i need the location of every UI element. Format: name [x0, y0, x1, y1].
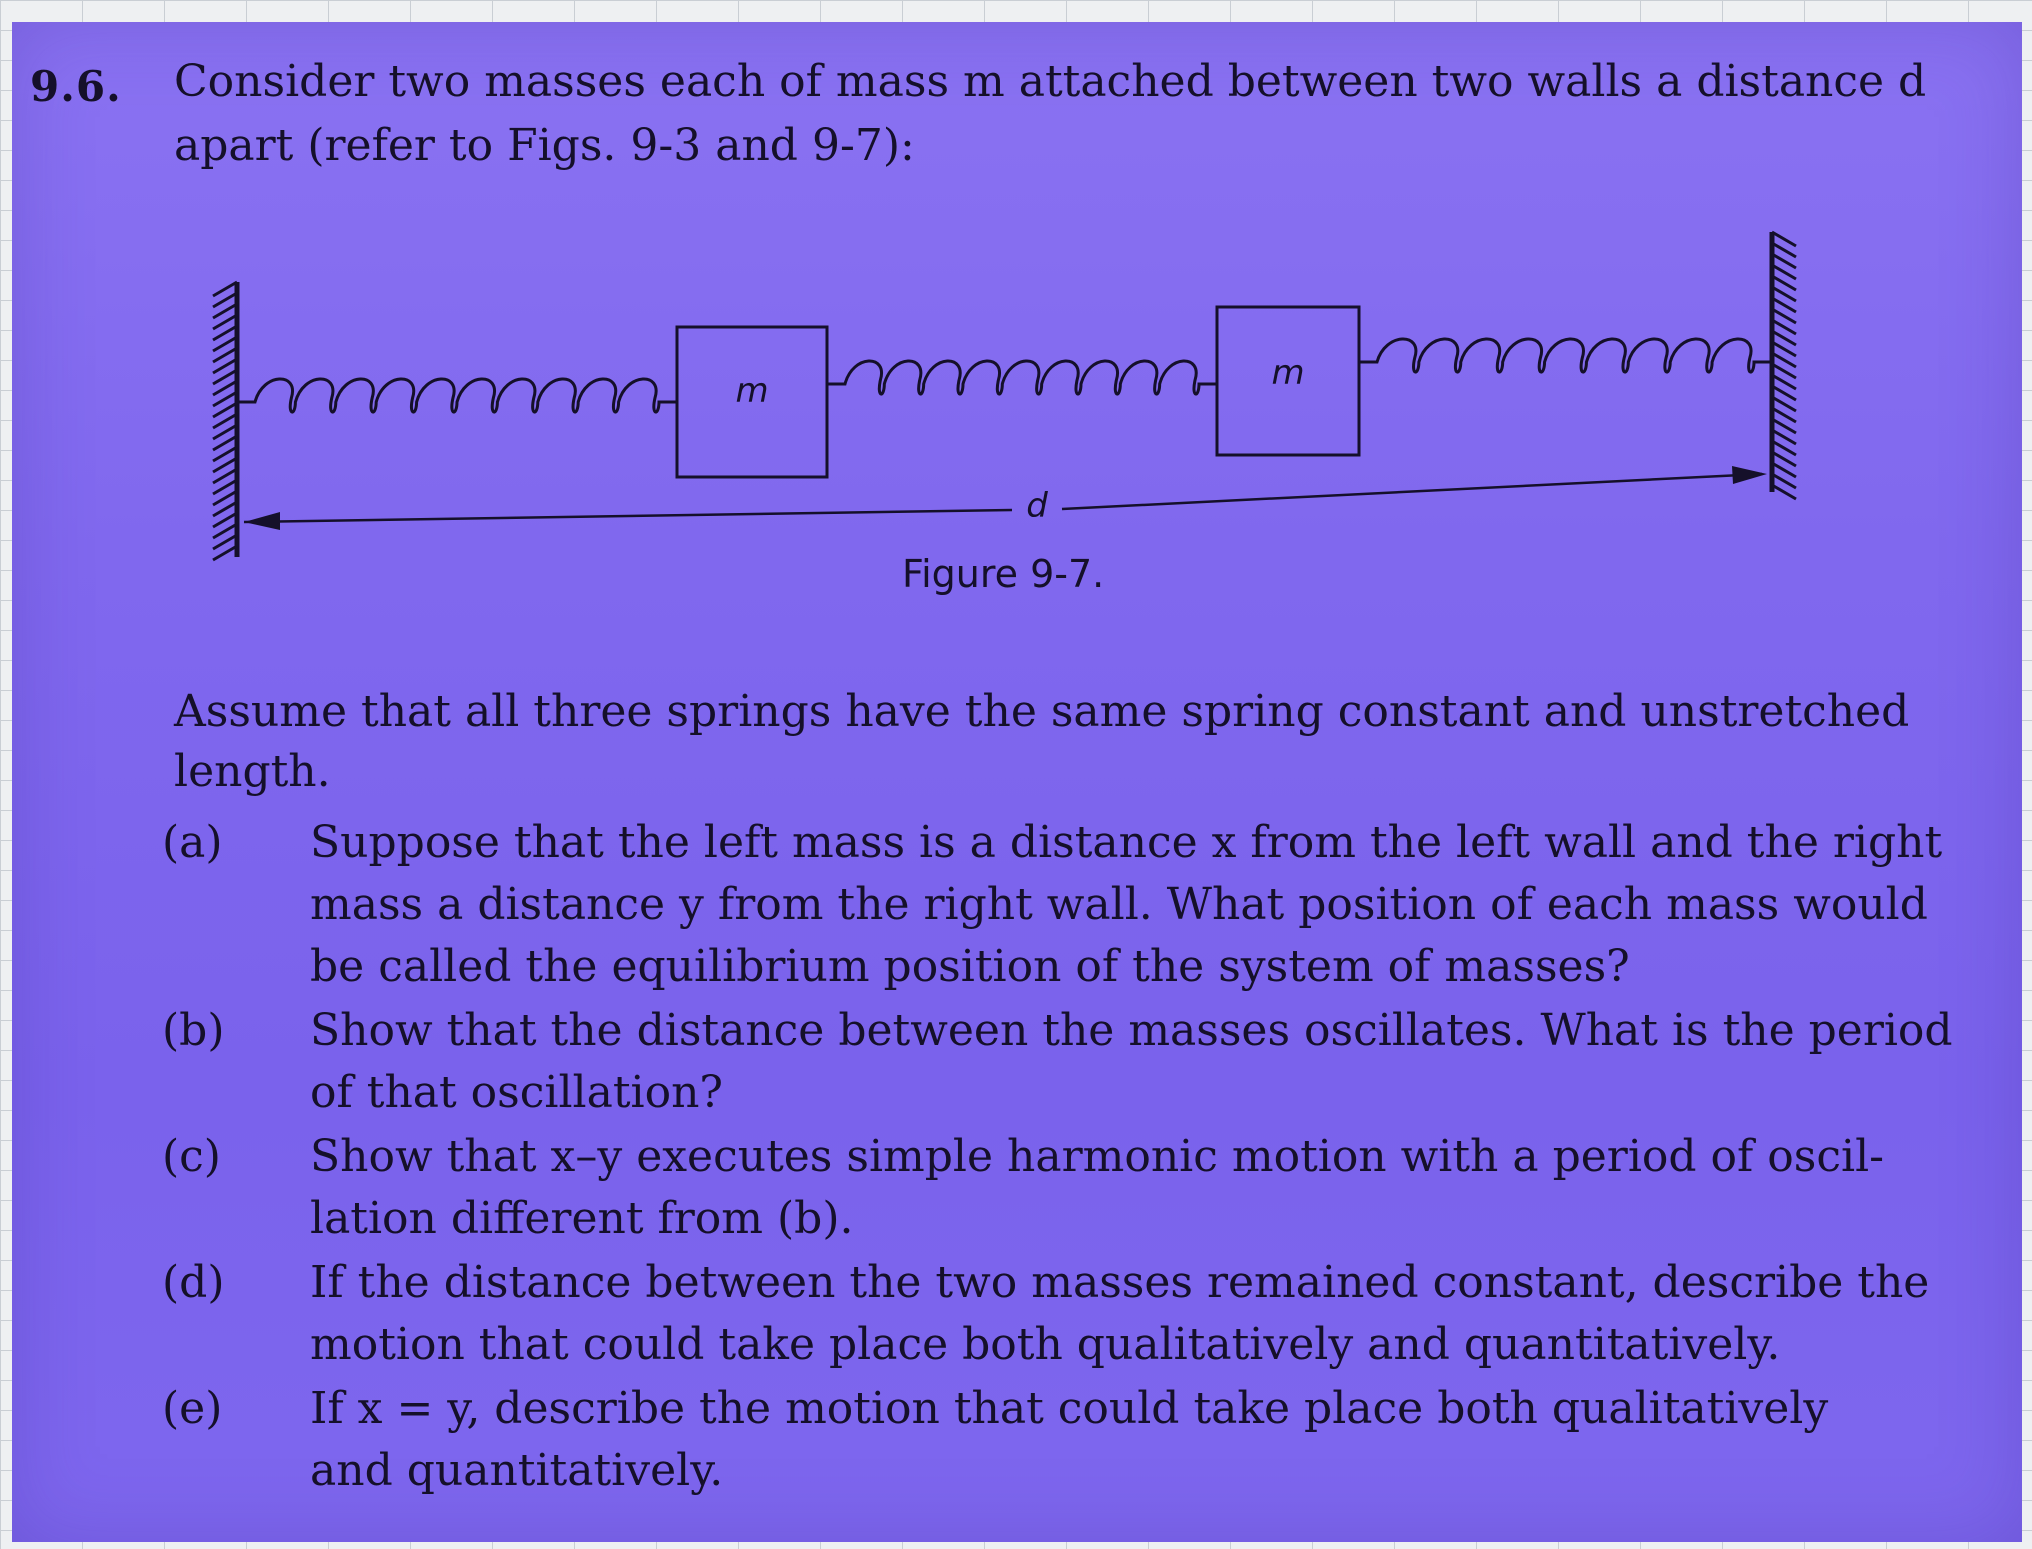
part-line: lation different from (b). [310, 1193, 854, 1244]
problem-number: 9.6. [30, 62, 122, 111]
textbook-page [12, 22, 2022, 1542]
problem-parts [162, 812, 2022, 1504]
right-wall [1772, 232, 1796, 499]
part-e [162, 1378, 2022, 1502]
part-line: of that oscillation? [310, 1067, 724, 1118]
intro-line: Consider two masses each of mass m attached between two walls a distance d [174, 56, 1927, 107]
figure-caption: Figure 9-7. [902, 552, 1105, 596]
right-mass-label: m [1271, 353, 1305, 393]
part-line: and quantitatively. [310, 1445, 724, 1496]
part-line: mass a distance y from the right wall. What position of each mass would [310, 879, 1928, 930]
part-line: motion that could take place both qualitatively and quantitatively. [310, 1319, 1781, 1370]
part-b [162, 1000, 2022, 1124]
left-spring [237, 379, 677, 412]
spring-mass-figure [182, 212, 1822, 572]
assumption-line: Assume that all three springs have the same spring constant and unstretched [174, 686, 1910, 737]
distance-arrow [244, 466, 1767, 530]
part-label: (e) [162, 1383, 223, 1434]
part-line: be called the equilibrium position of the system of masses? [310, 941, 1630, 992]
assumption-line: length. [174, 746, 331, 797]
part-line: If x = y, describe the motion that could take place both qualitatively [310, 1383, 1829, 1434]
part-c [162, 1126, 2022, 1250]
assumption [174, 682, 1974, 802]
part-line: Suppose that the left mass is a distance x from the left wall and the right [310, 817, 1943, 868]
part-line: Show that x–y executes simple harmonic motion with a period of oscil- [310, 1131, 1885, 1182]
intro-line: apart (refer to Figs. 9-3 and 9-7): [174, 120, 915, 171]
part-line: If the distance between the two masses remained constant, describe the [310, 1257, 1930, 1308]
distance-label: d [1026, 486, 1048, 526]
left-wall [213, 282, 237, 560]
right-spring [1359, 339, 1772, 372]
problem-intro [174, 50, 1974, 178]
part-label: (c) [162, 1131, 221, 1182]
part-a [162, 812, 2022, 998]
part-label: (a) [162, 817, 223, 868]
left-mass-label: m [735, 371, 769, 411]
part-line: Show that the distance between the masses oscillates. What is the period [310, 1005, 1953, 1056]
part-d [162, 1252, 2022, 1376]
part-label: (d) [162, 1257, 225, 1308]
part-label: (b) [162, 1005, 225, 1056]
middle-spring [827, 361, 1217, 394]
